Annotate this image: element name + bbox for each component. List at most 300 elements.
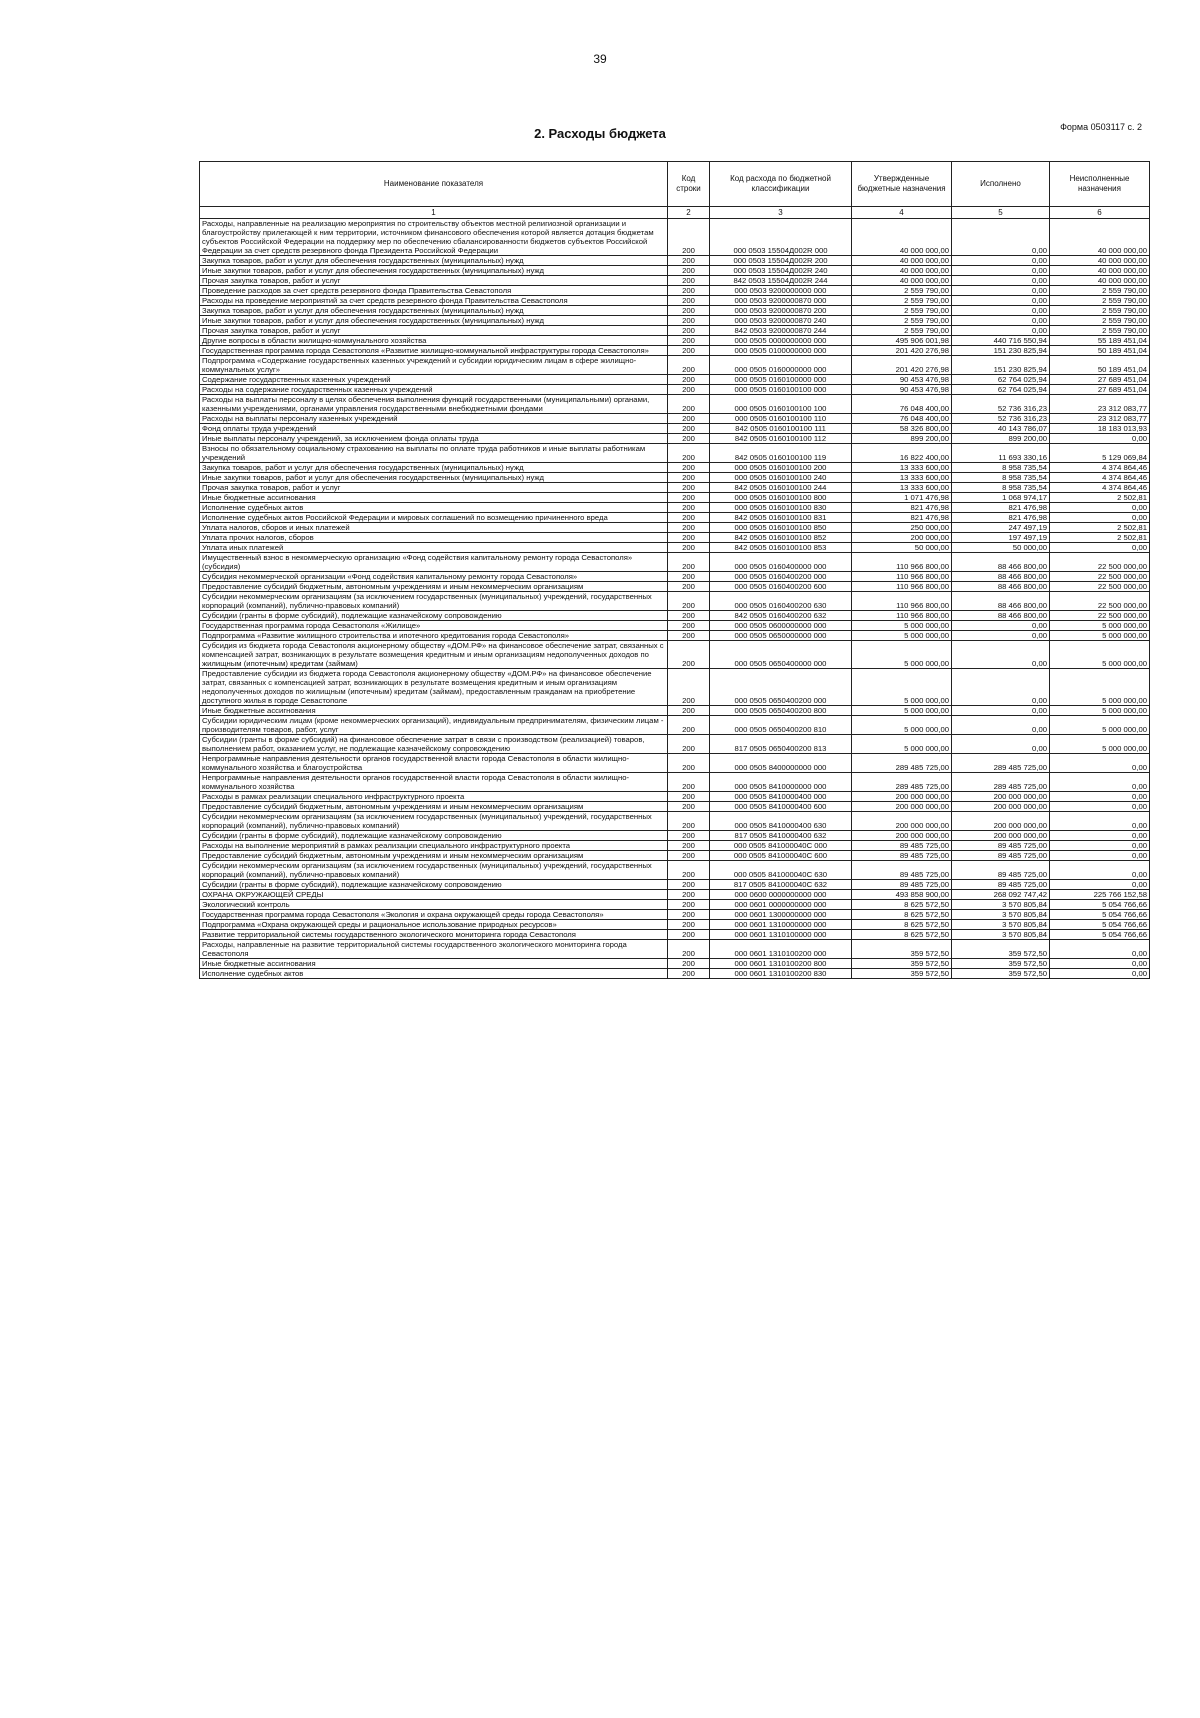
- row-executed: 89 485 725,00: [952, 851, 1050, 861]
- row-executed: 50 000,00: [952, 543, 1050, 553]
- form-reference: Форма 0503117 с. 2: [1060, 122, 1142, 132]
- row-budget-code: 000 0503 9200000870 240: [710, 316, 852, 326]
- row-unexecuted: 18 183 013,93: [1050, 424, 1150, 434]
- row-unexecuted: 0,00: [1050, 940, 1150, 959]
- row-executed: 0,00: [952, 306, 1050, 316]
- row-executed: 8 958 735,54: [952, 483, 1050, 493]
- header-budget-classification: Код расхода по бюджетной классификации: [710, 162, 852, 207]
- row-executed: 89 485 725,00: [952, 841, 1050, 851]
- row-name: Экологический контроль: [200, 900, 668, 910]
- row-budget-code: 000 0505 0650000000 000: [710, 631, 852, 641]
- table-row: [200, 812, 1150, 831]
- row-line-code: 200: [668, 910, 710, 920]
- row-name: Предоставление субсидий бюджетным, автономным учреждениям и иным некоммерческим организациям: [200, 802, 668, 812]
- row-approved: 821 476,98: [852, 513, 952, 523]
- row-name: Субсидии (гранты в форме субсидий), подлежащие казначейскому сопровождению: [200, 880, 668, 890]
- row-approved: 359 572,50: [852, 969, 952, 979]
- row-executed: 0,00: [952, 286, 1050, 296]
- row-line-code: 200: [668, 543, 710, 553]
- row-name: Предоставление субсидий бюджетным, автономным учреждениям и иным некоммерческим организациям: [200, 582, 668, 592]
- row-line-code: 200: [668, 444, 710, 463]
- table-row: [200, 256, 1150, 266]
- row-executed: 197 497,19: [952, 533, 1050, 543]
- row-unexecuted: 50 189 451,04: [1050, 346, 1150, 356]
- column-number: 3: [710, 207, 852, 219]
- row-approved: 200 000 000,00: [852, 792, 952, 802]
- table-row: [200, 641, 1150, 669]
- row-line-code: 200: [668, 880, 710, 890]
- row-line-code: 200: [668, 306, 710, 316]
- row-executed: 0,00: [952, 669, 1050, 706]
- row-line-code: 200: [668, 773, 710, 792]
- column-number: 4: [852, 207, 952, 219]
- row-approved: 110 966 800,00: [852, 592, 952, 611]
- row-line-code: 200: [668, 385, 710, 395]
- row-executed: 0,00: [952, 326, 1050, 336]
- table-row: [200, 910, 1150, 920]
- row-executed: 200 000 000,00: [952, 812, 1050, 831]
- row-name: Иные бюджетные ассигнования: [200, 706, 668, 716]
- row-unexecuted: 50 189 451,04: [1050, 356, 1150, 375]
- table-row: [200, 572, 1150, 582]
- row-name: Исполнение судебных актов: [200, 503, 668, 513]
- row-budget-code: 000 0505 0650400200 000: [710, 669, 852, 706]
- row-unexecuted: 2 502,81: [1050, 533, 1150, 543]
- row-name: Взносы по обязательному социальному страхованию на выплаты по оплате труда работников и иные выплаты работникам учреждений: [200, 444, 668, 463]
- row-budget-code: 000 0601 1310100000 000: [710, 930, 852, 940]
- table-row: [200, 533, 1150, 543]
- row-approved: 200 000 000,00: [852, 812, 952, 831]
- row-approved: 110 966 800,00: [852, 611, 952, 621]
- row-budget-code: 000 0601 0000000000 000: [710, 900, 852, 910]
- table-row: [200, 266, 1150, 276]
- row-executed: 88 466 800,00: [952, 572, 1050, 582]
- row-unexecuted: 22 500 000,00: [1050, 592, 1150, 611]
- row-line-code: 200: [668, 716, 710, 735]
- row-line-code: 200: [668, 631, 710, 641]
- table-row: [200, 920, 1150, 930]
- column-number: 1: [200, 207, 668, 219]
- row-unexecuted: 0,00: [1050, 812, 1150, 831]
- row-executed: 359 572,50: [952, 969, 1050, 979]
- row-executed: 88 466 800,00: [952, 582, 1050, 592]
- row-unexecuted: 2 559 790,00: [1050, 286, 1150, 296]
- row-line-code: 200: [668, 375, 710, 385]
- row-name: Прочая закупка товаров, работ и услуг: [200, 483, 668, 493]
- row-unexecuted: 0,00: [1050, 543, 1150, 553]
- row-executed: 3 570 805,84: [952, 920, 1050, 930]
- row-line-code: 200: [668, 463, 710, 473]
- row-executed: 247 497,19: [952, 523, 1050, 533]
- row-executed: 0,00: [952, 296, 1050, 306]
- row-executed: 359 572,50: [952, 940, 1050, 959]
- table-row: [200, 773, 1150, 792]
- table-row: [200, 631, 1150, 641]
- row-approved: 110 966 800,00: [852, 572, 952, 582]
- row-executed: 88 466 800,00: [952, 611, 1050, 621]
- row-unexecuted: 0,00: [1050, 754, 1150, 773]
- row-approved: 2 559 790,00: [852, 306, 952, 316]
- row-line-code: 200: [668, 296, 710, 306]
- row-unexecuted: 5 054 766,66: [1050, 920, 1150, 930]
- row-approved: 1 071 476,98: [852, 493, 952, 503]
- table-row: [200, 861, 1150, 880]
- table-row: [200, 851, 1150, 861]
- header-approved: Утвержденные бюджетные назначения: [852, 162, 952, 207]
- row-line-code: 200: [668, 513, 710, 523]
- row-approved: 493 858 900,00: [852, 890, 952, 900]
- row-name: Другие вопросы в области жилищно-коммунального хозяйства: [200, 336, 668, 346]
- table-row: [200, 940, 1150, 959]
- table-row: [200, 219, 1150, 256]
- table-row: [200, 841, 1150, 851]
- table-row: [200, 336, 1150, 346]
- table-row: [200, 316, 1150, 326]
- row-name: Государственная программа города Севастополя «Развитие жилищно-коммунальной инфраструктуры города Севастополя»: [200, 346, 668, 356]
- table-row: [200, 414, 1150, 424]
- row-unexecuted: 5 129 069,84: [1050, 444, 1150, 463]
- table-row: [200, 473, 1150, 483]
- row-budget-code: 842 0505 0160400200 632: [710, 611, 852, 621]
- table-row: [200, 523, 1150, 533]
- row-name: Имущественный взнос в некоммерческую организацию «Фонд содействия капитальному ремонту города Севастополя» (субсидия): [200, 553, 668, 572]
- row-budget-code: 000 0505 841000040С 000: [710, 841, 852, 851]
- row-executed: 268 092 747,42: [952, 890, 1050, 900]
- row-budget-code: 000 0505 0160100100 800: [710, 493, 852, 503]
- row-approved: 110 966 800,00: [852, 553, 952, 572]
- row-budget-code: 842 0505 0160100100 119: [710, 444, 852, 463]
- row-line-code: 200: [668, 424, 710, 434]
- row-line-code: 200: [668, 572, 710, 582]
- row-unexecuted: 5 054 766,66: [1050, 930, 1150, 940]
- row-unexecuted: 5 000 000,00: [1050, 735, 1150, 754]
- row-budget-code: 000 0505 0160400200 000: [710, 572, 852, 582]
- row-budget-code: 000 0505 0160100000 000: [710, 375, 852, 385]
- row-budget-code: 000 0505 8410000000 000: [710, 773, 852, 792]
- row-budget-code: 000 0505 0160400200 600: [710, 582, 852, 592]
- row-executed: 88 466 800,00: [952, 553, 1050, 572]
- row-budget-code: 000 0505 0160000000 000: [710, 356, 852, 375]
- header-executed: Исполнено: [952, 162, 1050, 207]
- table-row: [200, 582, 1150, 592]
- row-budget-code: 000 0505 0160100100 100: [710, 395, 852, 414]
- row-name: Закупка товаров, работ и услуг для обеспечения государственных (муниципальных) нужд: [200, 256, 668, 266]
- row-unexecuted: 0,00: [1050, 969, 1150, 979]
- row-executed: 3 570 805,84: [952, 910, 1050, 920]
- row-unexecuted: 0,00: [1050, 434, 1150, 444]
- column-number-row: [200, 207, 1150, 219]
- row-executed: 0,00: [952, 256, 1050, 266]
- row-budget-code: 000 0505 0160100100 200: [710, 463, 852, 473]
- row-executed: 0,00: [952, 621, 1050, 631]
- row-line-code: 200: [668, 754, 710, 773]
- row-unexecuted: 5 000 000,00: [1050, 621, 1150, 631]
- row-name: Субсидии некоммерческим организациям (за исключением государственных (муниципальных) учреждений, государственных корпораций (компаний), публично-правовых компаний): [200, 861, 668, 880]
- row-approved: 359 572,50: [852, 940, 952, 959]
- row-line-code: 200: [668, 286, 710, 296]
- table-row: [200, 385, 1150, 395]
- row-approved: 2 559 790,00: [852, 326, 952, 336]
- row-budget-code: 000 0505 8410000400 000: [710, 792, 852, 802]
- row-budget-code: 000 0505 0160100100 000: [710, 385, 852, 395]
- table-row: [200, 890, 1150, 900]
- row-unexecuted: 2 559 790,00: [1050, 296, 1150, 306]
- row-line-code: 200: [668, 553, 710, 572]
- table-row: [200, 754, 1150, 773]
- row-line-code: 200: [668, 812, 710, 831]
- row-budget-code: 000 0505 0650400200 800: [710, 706, 852, 716]
- row-executed: 40 143 786,07: [952, 424, 1050, 434]
- row-name: Прочая закупка товаров, работ и услуг: [200, 276, 668, 286]
- row-approved: 289 485 725,00: [852, 754, 952, 773]
- row-approved: 89 485 725,00: [852, 880, 952, 890]
- row-name: Государственная программа города Севастополя «Жилище»: [200, 621, 668, 631]
- row-name: Прочая закупка товаров, работ и услуг: [200, 326, 668, 336]
- row-line-code: 200: [668, 346, 710, 356]
- column-number: 5: [952, 207, 1050, 219]
- row-executed: 821 476,98: [952, 503, 1050, 513]
- row-name: Исполнение судебных актов: [200, 969, 668, 979]
- row-line-code: 200: [668, 621, 710, 631]
- row-approved: 89 485 725,00: [852, 861, 952, 880]
- row-unexecuted: 0,00: [1050, 959, 1150, 969]
- row-approved: 2 559 790,00: [852, 296, 952, 306]
- row-budget-code: 000 0505 0650400000 000: [710, 641, 852, 669]
- table-row: [200, 706, 1150, 716]
- table-row: [200, 792, 1150, 802]
- row-approved: 90 453 476,98: [852, 385, 952, 395]
- row-unexecuted: 225 766 152,58: [1050, 890, 1150, 900]
- budget-expenses-table: [199, 161, 1150, 979]
- row-executed: 0,00: [952, 631, 1050, 641]
- row-executed: 89 485 725,00: [952, 880, 1050, 890]
- row-name: Развитие территориальной системы государственного экологического мониторинга города Севастополя: [200, 930, 668, 940]
- row-approved: 5 000 000,00: [852, 669, 952, 706]
- row-budget-code: 000 0601 1300000000 000: [710, 910, 852, 920]
- row-line-code: 200: [668, 256, 710, 266]
- row-name: Фонд оплаты труда учреждений: [200, 424, 668, 434]
- row-line-code: 200: [668, 483, 710, 493]
- row-line-code: 200: [668, 920, 710, 930]
- row-executed: 200 000 000,00: [952, 792, 1050, 802]
- row-unexecuted: 40 000 000,00: [1050, 219, 1150, 256]
- table-body: [200, 219, 1150, 979]
- row-executed: 62 764 025,94: [952, 375, 1050, 385]
- row-approved: 90 453 476,98: [852, 375, 952, 385]
- row-name: Непрограммные направления деятельности органов государственной власти города Севастополя в области жилищно-коммунального хозяйства: [200, 773, 668, 792]
- row-line-code: 200: [668, 356, 710, 375]
- row-unexecuted: 22 500 000,00: [1050, 582, 1150, 592]
- row-executed: 89 485 725,00: [952, 861, 1050, 880]
- column-number: 6: [1050, 207, 1150, 219]
- row-line-code: 200: [668, 930, 710, 940]
- row-name: Подпрограмма «Развитие жилищного строительства и ипотечного кредитования города Севастополя»: [200, 631, 668, 641]
- row-approved: 40 000 000,00: [852, 266, 952, 276]
- table-row: [200, 959, 1150, 969]
- row-unexecuted: 0,00: [1050, 880, 1150, 890]
- row-approved: 289 485 725,00: [852, 773, 952, 792]
- row-unexecuted: 0,00: [1050, 851, 1150, 861]
- row-budget-code: 000 0505 0160100100 830: [710, 503, 852, 513]
- row-approved: 821 476,98: [852, 503, 952, 513]
- row-name: ОХРАНА ОКРУЖАЮЩЕЙ СРЕДЫ: [200, 890, 668, 900]
- row-line-code: 200: [668, 611, 710, 621]
- row-budget-code: 000 0503 9200000870 000: [710, 296, 852, 306]
- row-executed: 8 958 735,54: [952, 473, 1050, 483]
- row-name: Иные закупки товаров, работ и услуг для обеспечения государственных (муниципальных) нужд: [200, 266, 668, 276]
- table-row: [200, 424, 1150, 434]
- header-unexecuted: Неисполненные назначения: [1050, 162, 1150, 207]
- row-unexecuted: 4 374 864,46: [1050, 483, 1150, 493]
- row-executed: 88 466 800,00: [952, 592, 1050, 611]
- row-line-code: 200: [668, 533, 710, 543]
- row-name: Содержание государственных казенных учреждений: [200, 375, 668, 385]
- row-budget-code: 000 0505 841000040С 600: [710, 851, 852, 861]
- row-name: Иные закупки товаров, работ и услуг для обеспечения государственных (муниципальных) нужд: [200, 473, 668, 483]
- row-unexecuted: 0,00: [1050, 513, 1150, 523]
- row-executed: 0,00: [952, 641, 1050, 669]
- row-budget-code: 000 0505 0160100100 850: [710, 523, 852, 533]
- table-row: [200, 900, 1150, 910]
- table-row: [200, 326, 1150, 336]
- table-row: [200, 296, 1150, 306]
- row-executed: 3 570 805,84: [952, 930, 1050, 940]
- row-approved: 40 000 000,00: [852, 256, 952, 266]
- row-budget-code: 000 0505 0160400000 000: [710, 553, 852, 572]
- row-approved: 58 326 800,00: [852, 424, 952, 434]
- row-line-code: 200: [668, 890, 710, 900]
- row-name: Предоставление субсидий бюджетным, автономным учреждениям и иным некоммерческим организациям: [200, 851, 668, 861]
- row-budget-code: 000 0600 0000000000 000: [710, 890, 852, 900]
- page-title: 2. Расходы бюджета: [534, 126, 666, 141]
- row-budget-code: 000 0505 0100000000 000: [710, 346, 852, 356]
- row-approved: 5 000 000,00: [852, 631, 952, 641]
- table-row: [200, 513, 1150, 523]
- row-name: Иные выплаты персоналу учреждений, за исключением фонда оплаты труда: [200, 434, 668, 444]
- row-budget-code: 000 0503 9200000000 000: [710, 286, 852, 296]
- table-row: [200, 880, 1150, 890]
- row-executed: 52 736 316,23: [952, 414, 1050, 424]
- row-line-code: 200: [668, 592, 710, 611]
- row-approved: 8 625 572,50: [852, 920, 952, 930]
- row-unexecuted: 0,00: [1050, 773, 1150, 792]
- row-name: Иные закупки товаров, работ и услуг для обеспечения государственных (муниципальных) нужд: [200, 316, 668, 326]
- row-executed: 289 485 725,00: [952, 773, 1050, 792]
- row-executed: 0,00: [952, 316, 1050, 326]
- row-line-code: 200: [668, 669, 710, 706]
- row-approved: 250 000,00: [852, 523, 952, 533]
- row-budget-code: 000 0505 0600000000 000: [710, 621, 852, 631]
- row-line-code: 200: [668, 792, 710, 802]
- row-approved: 2 559 790,00: [852, 316, 952, 326]
- table-row: [200, 444, 1150, 463]
- row-unexecuted: 2 559 790,00: [1050, 306, 1150, 316]
- row-budget-code: 842 0505 0160100100 111: [710, 424, 852, 434]
- row-line-code: 200: [668, 841, 710, 851]
- row-budget-code: 000 0503 15504Д002R 240: [710, 266, 852, 276]
- row-name: Иные бюджетные ассигнования: [200, 959, 668, 969]
- table-row: [200, 395, 1150, 414]
- row-unexecuted: 0,00: [1050, 802, 1150, 812]
- row-executed: 440 716 550,94: [952, 336, 1050, 346]
- row-unexecuted: 5 054 766,66: [1050, 900, 1150, 910]
- row-executed: 200 000 000,00: [952, 831, 1050, 841]
- table-row: [200, 463, 1150, 473]
- row-line-code: 200: [668, 316, 710, 326]
- row-approved: 359 572,50: [852, 959, 952, 969]
- table-row: [200, 930, 1150, 940]
- row-executed: 8 958 735,54: [952, 463, 1050, 473]
- row-line-code: 200: [668, 326, 710, 336]
- row-line-code: 200: [668, 219, 710, 256]
- row-unexecuted: 0,00: [1050, 831, 1150, 841]
- row-approved: 13 333 600,00: [852, 483, 952, 493]
- row-unexecuted: 0,00: [1050, 841, 1150, 851]
- row-budget-code: 842 0505 0160100100 244: [710, 483, 852, 493]
- row-approved: 8 625 572,50: [852, 900, 952, 910]
- row-approved: 200 000 000,00: [852, 802, 952, 812]
- row-approved: 110 966 800,00: [852, 582, 952, 592]
- row-line-code: 200: [668, 473, 710, 483]
- row-unexecuted: 0,00: [1050, 861, 1150, 880]
- row-name: Подпрограмма «Содержание государственных казенных учреждений и субсидии юридическим лицам в сфере жилищно-коммунальных услуг»: [200, 356, 668, 375]
- table-row: [200, 493, 1150, 503]
- table-row: [200, 543, 1150, 553]
- table-row: [200, 434, 1150, 444]
- row-approved: 8 625 572,50: [852, 910, 952, 920]
- row-name: Субсидии некоммерческим организациям (за исключением государственных (муниципальных) учреждений, государственных корпораций (компаний), публично-правовых компаний): [200, 812, 668, 831]
- row-name: Уплата иных платежей: [200, 543, 668, 553]
- row-line-code: 200: [668, 523, 710, 533]
- row-unexecuted: 4 374 864,46: [1050, 463, 1150, 473]
- table-row: [200, 483, 1150, 493]
- row-approved: 40 000 000,00: [852, 219, 952, 256]
- row-unexecuted: 2 502,81: [1050, 523, 1150, 533]
- row-approved: 2 559 790,00: [852, 286, 952, 296]
- row-budget-code: 817 0505 841000040С 632: [710, 880, 852, 890]
- row-unexecuted: 5 000 000,00: [1050, 716, 1150, 735]
- table-row: [200, 553, 1150, 572]
- row-budget-code: 842 0505 0160100100 852: [710, 533, 852, 543]
- row-budget-code: 817 0505 8410000400 632: [710, 831, 852, 841]
- row-executed: 62 764 025,94: [952, 385, 1050, 395]
- row-name: Закупка товаров, работ и услуг для обеспечения государственных (муниципальных) нужд: [200, 463, 668, 473]
- row-line-code: 200: [668, 395, 710, 414]
- row-line-code: 200: [668, 959, 710, 969]
- row-unexecuted: 5 054 766,66: [1050, 910, 1150, 920]
- row-unexecuted: 5 000 000,00: [1050, 669, 1150, 706]
- table-row: [200, 611, 1150, 621]
- row-approved: 40 000 000,00: [852, 276, 952, 286]
- row-name: Исполнение судебных актов Российской Федерации и мировых соглашений по возмещению причиненного вреда: [200, 513, 668, 523]
- row-unexecuted: 22 500 000,00: [1050, 572, 1150, 582]
- row-executed: 1 068 974,17: [952, 493, 1050, 503]
- row-name: Уплата налогов, сборов и иных платежей: [200, 523, 668, 533]
- row-budget-code: 000 0505 0160100100 240: [710, 473, 852, 483]
- row-name: Субсидии (гранты в форме субсидий), подлежащие казначейскому сопровождению: [200, 831, 668, 841]
- row-budget-code: 000 0503 15504Д002R 000: [710, 219, 852, 256]
- row-executed: 200 000 000,00: [952, 802, 1050, 812]
- row-approved: 5 000 000,00: [852, 706, 952, 716]
- row-line-code: 200: [668, 969, 710, 979]
- row-approved: 495 906 001,98: [852, 336, 952, 346]
- row-line-code: 200: [668, 336, 710, 346]
- row-approved: 13 333 600,00: [852, 473, 952, 483]
- row-line-code: 200: [668, 802, 710, 812]
- row-budget-code: 842 0503 9200000870 244: [710, 326, 852, 336]
- row-budget-code: 000 0505 8400000000 000: [710, 754, 852, 773]
- row-budget-code: 842 0505 0160100100 831: [710, 513, 852, 523]
